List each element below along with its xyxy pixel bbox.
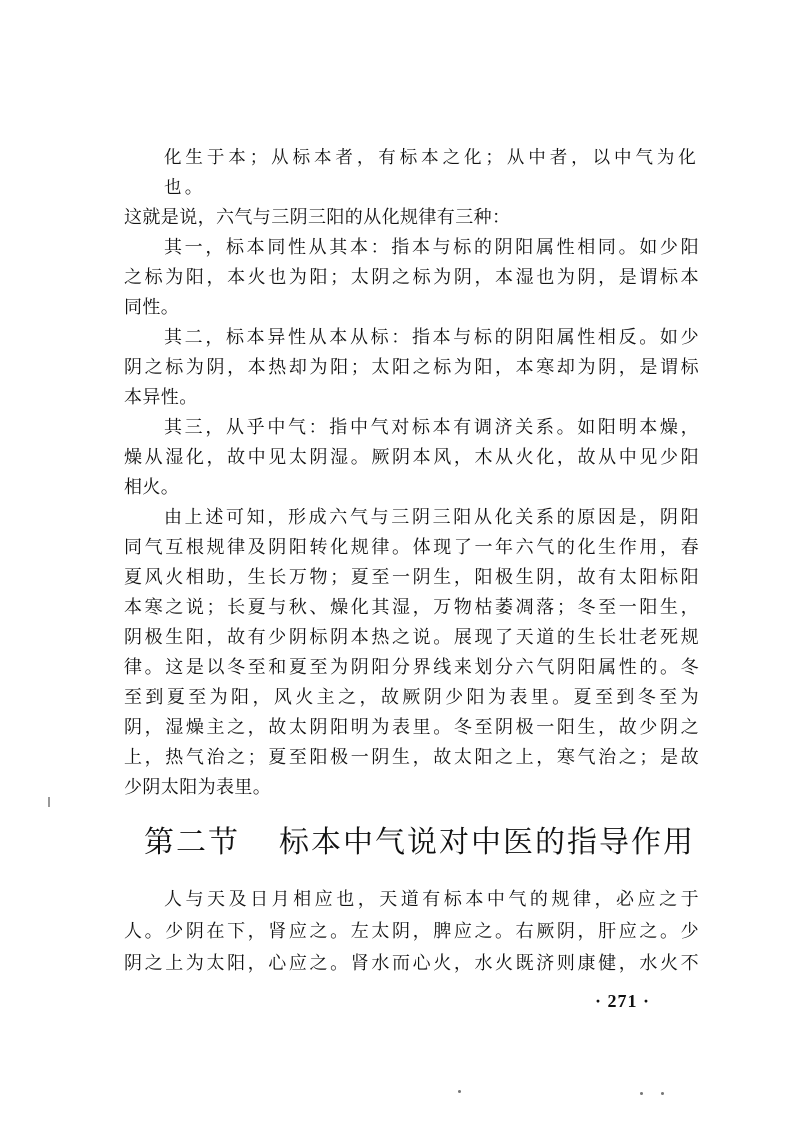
paragraph-line: 少阴太阳为表里。 (124, 777, 272, 798)
section-heading (144, 818, 694, 868)
section-body-line: 人。少阴在下，肾应之。左太阴，脾应之。右厥阴，肝应之。少 (124, 921, 699, 942)
paragraph-line: 阴极生阳，故有少阴标阴本热之说。展现了天道的生长壮老死规 (124, 627, 699, 648)
paragraph-line: 由上述可知，形成六气与三阴三阳从化关系的原因是，阴阳 (164, 507, 699, 528)
paragraph-line: 夏风火相助，生长万物；夏至一阴生，阳极生阴，故有太阳标阳 (124, 567, 699, 588)
intro-line: 这就是说，六气与三阴三阳的从化规律有三种： (124, 207, 511, 228)
paragraph-line: 至到夏至为阳，风火主之，故厥阴少阳为表里。夏至到冬至为 (124, 687, 699, 708)
paragraph-line: 同性。 (124, 297, 180, 318)
paragraph-line: 燥从湿化，故中见太阴湿。厥阴本风，木从火化，故从中见少阳 (124, 447, 699, 468)
section-number: 第二节 (144, 825, 240, 860)
section-body-line: 阴之上为太阳，心应之。肾水而心火，水火既济则康健，水火不 (124, 953, 699, 974)
section-body-line: 人与天及日月相应也，天道有标本中气的规律，必应之于 (164, 889, 699, 910)
scan-speck (640, 1092, 643, 1095)
paragraph-line: 阴，湿燥主之，故太阴阳明为表里。冬至阴极一阳生，故少阴之 (124, 717, 699, 738)
page-number: · 271 · (595, 991, 651, 1011)
paragraph-line: 本异性。 (124, 387, 198, 408)
paragraph-line: 阴之标为阴，本热却为阳；太阳之标为阳，本寒却为阴，是谓标 (124, 357, 699, 378)
paragraph-line: 律。这是以冬至和夏至为阴阳分界线来划分六气阴阳属性的。冬 (124, 657, 699, 678)
quote-line: 化生于本；从标本者，有标本之化；从中者，以中气为化 (164, 148, 699, 168)
paragraph-line: 其一，标本同性从其本：指本与标的阴阳属性相同。如少阳 (164, 237, 699, 258)
paragraph-line: 其二，标本异性从本从标：指本与标的阴阳属性相反。如少 (164, 327, 699, 348)
paragraph-line: 本寒之说；长夏与秋、燥化其湿，万物枯萎凋落；冬至一阳生， (124, 597, 699, 618)
scan-speck (458, 1090, 461, 1093)
scan-mark (48, 797, 50, 807)
paragraph-line: 上，热气治之；夏至阳极一阴生，故太阳之上，寒气治之；是故 (124, 747, 699, 768)
section-title: 标本中气说对中医的指导作用 (279, 825, 695, 860)
paragraph-line: 同气互根规律及阴阳转化规律。体现了一年六气的化生作用，春 (124, 537, 699, 558)
paragraph-line: 其三，从乎中气：指中气对标本有调济关系。如阳明本燥， (164, 417, 699, 438)
paragraph-line: 之标为阳，本火也为阳；太阴之标为阴，本湿也为阴，是谓标本 (124, 267, 699, 288)
scan-speck (661, 1092, 664, 1095)
quote-line: 也。 (164, 178, 206, 198)
paragraph-line: 相火。 (124, 477, 180, 498)
